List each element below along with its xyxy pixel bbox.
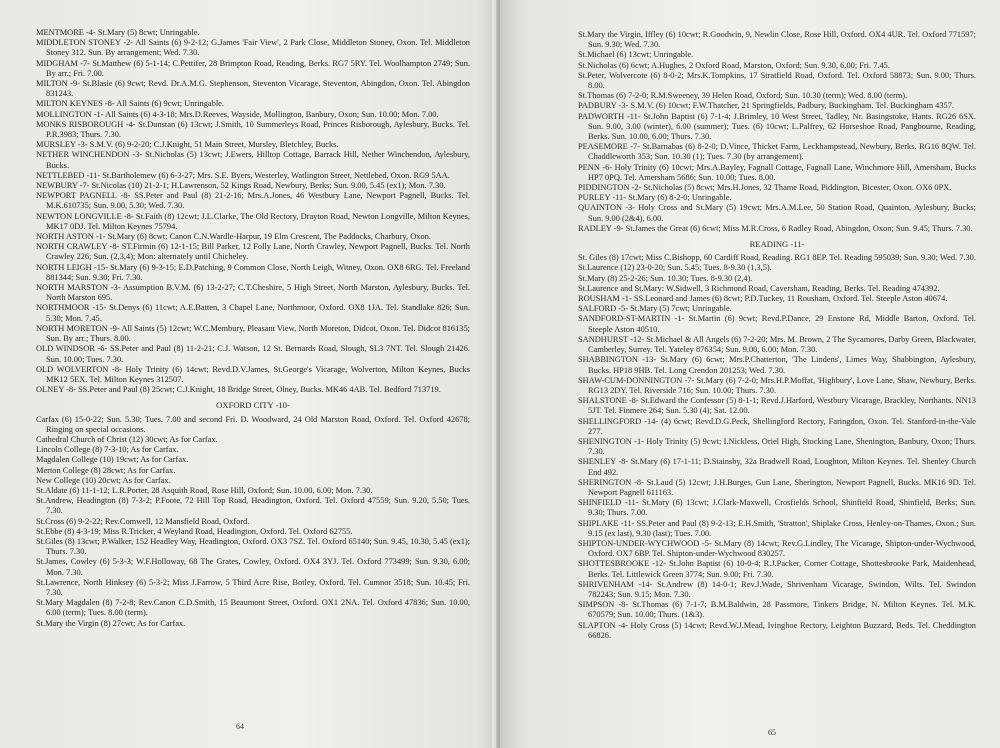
directory-entry: MILTON -9- St.Blasie (6) 9cwt; Revd. Dr.A.M.G. Stephenson, Steventon Vicarage, Steventon, Abingdon, Oxon. Tel. Abingdon 831243. — [36, 79, 470, 99]
right-entries-group-b — [578, 253, 976, 641]
directory-entry: NETHER WINCHENDON -3- St.Nicholas (5) 13cwt; J.Ewers, Hilltop Cottage, Barrack Hill, Nether Winchendon, Aylesbury, Bucks. — [36, 150, 470, 170]
directory-entry: St.Mary the Virgin (8) 27cwt; As for Carfax. — [36, 618, 186, 628]
page-number-right: 65 — [768, 728, 776, 737]
directory-entry: QUAINTON -3- Holy Cross and St.Mary (5) 19cwt; Mrs.A.M.Lee, 50 Station Road, Quainton, Aylesbury, Bucks; Sun. 9.00 (2&4), 6.00. — [578, 203, 976, 223]
directory-entry: MONKS RISBOROUGH -4- St.Dunstan (6) 13cwt; J.Smith, 10 Summerleys Road, Princes Risborough, Aylesbury, Bucks. Tel. P.R.3983; Thurs. 7.30. — [36, 119, 470, 140]
directory-entry: St.Nicholas (6) 6cwt; A.Hughes, 2 Oxford Road, Marston, Oxford; Sun. 9.30, 6.00; Fri. 7.45. — [578, 60, 890, 70]
directory-entry: SHENINGTON -1- Holy Trinity (5) 9cwt; I.Nickless, Oriel High, Stocking Lane, Shenington, Banbury, Oxon; Thurs. 7.30. — [578, 436, 976, 457]
directory-entry: SHRIVENHAM -14- St.Andrew (8) 14-0-1; Rev.J.Wade, Shrivenham Vicarage, Swindon, Wilts. Tel. Swindon 782243; Sun. 9.15; Mon. 7.30. — [578, 579, 976, 599]
directory-entry: St.Thomas (6) 7-2-0; R.M.Sweeney, 39 Helen Road, Oxford; Sun. 10.30 (term); Wed. 8.00 (term). — [578, 91, 908, 101]
right-entries-group-a — [578, 30, 976, 234]
directory-entry: St.Andrew, Headington (8) 7-3-2; P.Foote, 72 Hill Top Road, Headington, Oxford. Tel. Oxford 47559; Sun. 9.20, 5.50; Tues. 7.30. — [36, 496, 470, 516]
directory-entry: NETTLEBED -11- St.Bartholemew (6) 6-3-27; Mrs. S.E. Byers, Westerley, Watlington Street, Nettlebed, Oxon. RG9 5AA. — [36, 170, 450, 180]
directory-entry: SIMPSON -8- St.Thomas (6) 7-1-7; B.M.Baldwin, 28 Passmore, Tinkers Bridge, N. Milton Keynes. Tel. M.K. 670579; Sun. 10.00; Thurs. (1&3). — [578, 600, 976, 620]
directory-entry: SLAPTON -4- Holy Cross (5) 14cwt; Revd.W.J.Mead, Ivinghoe Rectory, Leighton Buzzard, Beds. Tel. Cheddington 66826. — [578, 620, 976, 640]
directory-entry: OLD WINDSOR -6- SS.Peter and Paul (8) 11-2-21; C.J. Watson, 12 St. Bernards Road, Slough, SL3 7NT. Tel. Slough 21426. Sun. 10.00; Tues. 7.30. — [36, 344, 470, 364]
directory-entry: St.Mary the Virgin, Iffley (6) 10cwt; R.Goodwin, 9, Newlin Close, Rose Hill, Oxford. OX4 4UR. Tel. Oxford 771597; Sun. 9.30; Wed. 7.30. — [578, 30, 976, 50]
directory-entry: OLNEY -8- SS.Peter and Paul (8) 25cwt; C.J.Knight, 18 Bridge Street, Olney, Bucks. MK46 4AB. Tel. Bedford 713719. — [36, 385, 441, 395]
directory-entry: St. Giles (8) 17cwt; Miss C.Bishopp, 60 Cardiff Road, Reading. RG1 8EP. Tel. Reading 595039; Sun. 9.30; Wed. 7.30. — [578, 253, 976, 263]
directory-entry: PADBURY -3- S.M.V. (6) 10cwt; F.W.Thatcher, 21 Springfields, Padbury, Buckingham. Tel. Buckingham 4357. — [578, 101, 955, 111]
directory-entry: NEWTON LONGVILLE -8- St.Faith (8) 12cwt; J.L.Clarke, The Old Rectory, Drayton Road, Newton Longville, Milton Keynes, MK17 0DJ. Tel. Milton Keynes 75794. — [36, 211, 470, 231]
directory-entry: NORTH MARSTON -3- Assumption B.V.M. (6) 13-2-27; C.T.Cheshire, 5 High Street, North Marston, Aylesbury, Bucks. Tel. North Marston 695. — [36, 283, 470, 303]
section-heading-reading: READING -11- — [749, 239, 805, 250]
directory-entry: SANDHURST -12- St.Michael & All Angels (6) 7-2-20; Mrs. M. Brown, 2 The Sycamores, Darby Green, Blackwater, Camberley, Surrey. Tel. Yateley 876354; Sun. 9.00, 6.00; Mon. 7.30. — [578, 334, 976, 355]
directory-entry: St.Ebbe (8) 4-3-19; Miss R.Tricker, 4 Weyland Road, Headington, Oxford. Tel. Oxford 62755. — [36, 526, 353, 536]
directory-entry: SALFORD -5- St.Mary (5) 7cwt; Unringable. — [578, 304, 732, 314]
directory-entry: MIDDLETON STONEY -2- All Saints (6) 9-2-12; G.James 'Fair View', 2 Park Close, Middleton Stoney, Oxon. Tel. Middleton Stoney 312. Sun. By arrangement; Wed. 7.30. — [36, 38, 470, 58]
directory-entry: SHOTTESBROOKE -12- St.John Baptist (6) 10-0-4; R.J.Packer, Corner Cottage, Shottesbrooke Park, Maidenhead, Berks. Tel. Littlewick Green 3774; Sun. 9.00; Fri. 7.30. — [578, 559, 976, 579]
directory-entry: ROUSHAM -1- SS.Leonard and James (6) 8cwt; P.D.Tuckey, 11 Rousham, Oxford. Tel. Steeple Aston 40674. — [578, 294, 948, 304]
directory-entry: NEWBURY -7- St.Nicolas (10) 21-2-1; H.Lawrenson, 52 Kings Road, Newbury, Berks; Sun. 9.00, 5.45 (ex1); Mon. 7.30. — [36, 181, 446, 191]
directory-entry: Magdalen College (10) 19cwt; As for Carfax. — [36, 455, 189, 465]
directory-entry: NORTHMOOR -15- St.Denys (6) 11cwt; A.E.Batten, 3 Chapel Lane, Northmoor, Oxford. OX8 1JA. Tel. Standlake 826; Sun. 5.30; Mon. 7.45. — [36, 303, 470, 323]
directory-entry: SHALSTONE -8- St.Edward the Confessor (5) 8-1-1; Revd.J.Harford, Westbury Vicarage, Brackley, Northants. NN13 5JT. Tel. Finmere 264; Sun. 5.30 (4); Sat. 12.00. — [578, 396, 976, 416]
directory-entry: MILTON KEYNES -8- All Saints (6) 9cwt; Unringable. — [36, 99, 224, 109]
directory-entry: PADWORTH -11- St.John Baptist (6) 7-1-4; J.Brimley, 10 West Street, Tadley, Nr. Basingstoke, Hants. RG26 6SX. Sun. 9.00, 3.00 (winter), 6.00 (summer); Tues. (6) 10cwt; L.Palfrey, 62 Horseshoe Road, Pangbourne, Reading, Berks. Sun. 10.00, 6.00; Thurs. 7.30. — [578, 111, 976, 142]
directory-entry: MIDGHAM -7- St.Matthew (6) 5-1-14; C.Pettifer, 28 Brimpton Road, Reading, Berks. RG7 5RY. Tel. Woolhampton 2749; Sun. By arr.; Fri. 7.00. — [36, 58, 470, 78]
left-page — [0, 0, 498, 748]
left-entries-group-a — [36, 28, 470, 395]
directory-entry: New College (10) 20cwt; As for Carfax. — [36, 475, 171, 485]
directory-entry: NEWPORT PAGNELL -8- SS.Peter and Paul (8) 21-2-16; Mrs.A.Jones, 46 Westbury Lane, Newport Pagnell, Bucks. Tel. M.K.610735; Sun. 9.00, 5.30; Wed. 7.30. — [36, 191, 470, 211]
directory-entry: SANDFORD-ST-MARTIN -1- St.Martin (6) 9cwt; Revd.P.Dance, 29 Enstone Rd, Middle Barton, Oxford. Tel. Steeple Aston 40510. — [578, 314, 976, 334]
directory-entry: St.Aldate (6) 11-1-12; L.R.Porter, 28 Asquith Road, Rose Hill, Oxford; Sun. 10.00, 6.00; Mon. 7.30. — [36, 485, 373, 495]
section-heading-oxford-city: OXFORD CITY -10- — [216, 400, 290, 411]
directory-entry: Lincoln College (8) 7-3-10; As for Carfax. — [36, 445, 179, 455]
directory-entry: SHELLINGFORD -14- (4) 6cwt; Revd.D.G.Peck, Shellingford Rectory, Faringdon, Oxon. Tel. Stanford-in-the-Vale 277. — [578, 416, 976, 436]
directory-entry: St.James, Cowley (6) 5-3-3; W.F.Holloway, 68 The Grates, Cowley, Oxford. OX4 3YJ. Tel. Oxford 773499; Sun. 9.30, 6.00; Mon. 7.30. — [36, 557, 470, 577]
directory-entry: SHERINGTON -8- St.Laud (5) 12cwt; J.H.Burges, Gun Lane, Sherington, Newport Pagnell, Bucks. MK16 9D. Tel. Newport Pagnell 611163. — [578, 477, 976, 497]
directory-entry: SHIPLAKE -11- SS.Peter and Paul (8) 9-2-13; E.H.Smith, 'Stratton', Shiplake Cross, Henley-on-Thames, Oxon.; Sun. 9.15 (ex last), 9.30 (last); Tues. 7.00. — [578, 518, 976, 538]
directory-entry: SHENLEY -8- St.Mary (6) 17-1-11; D.Stainsby, 32a Bradwell Road, Loughton, Milton Keynes. Tel. Shenley Church End 492. — [578, 457, 976, 477]
directory-entry: St.Michael (6) 13cwt; Unringable. — [578, 50, 694, 60]
directory-entry: Carfax (6) 15-0-22; Sun. 5.30; Tues. 7.00 and second Fri. D. Woodward, 24 Old Marston Road, Oxford. Tel. Oxford 42678; Ringing on special occasions. — [36, 414, 470, 434]
directory-entry: PENN -6- Holy Trinity (6) 10cwt; Mrs.A.Bayley, Fagnall Cottage, Fagnall Lane, Winchmore Hill, Amersham, Bucks HP7 0PQ. Tel. Amersham 5686; Sun. 10.00; Tues. 8.00. — [578, 162, 976, 182]
directory-entry: MOLLINGTON -1- All Saints (6) 4-3-18; Mrs.D.Reeves, Wayside, Mollington, Banbury, Oxon; Sun. 10.00; Mon. 7.00. — [36, 109, 439, 119]
directory-entry: MURSLEY -3- S.M.V. (6) 9-2-20; C.J.Knight, 51 Main Street, Mursley, Bletchley, Bucks. — [36, 140, 339, 150]
right-page-text — [578, 30, 976, 641]
directory-entry: Cathedral Church of Christ (12) 30cwt; As for Carfax. — [36, 434, 218, 444]
directory-entry: NORTH MORETON -9- All Saints (5) 12cwt; W.C.Membury, Pleasant View, North Moreton, Didcot, Oxon. Tel. Didcot 816135; Sun. By arr.; Thurs. 8.00. — [36, 323, 470, 344]
directory-entry: NORTH ASTON -1- St.Mary (6) 8cwt; Canon C.N.Wardle-Harpur, 19 Elm Crescent, The Paddocks, Charbury, Oxon. — [36, 232, 431, 242]
directory-entry: SHIPTON-UNDER-WYCHWOOD -5- St.Mary (8) 14cwt; Rev.G.Lindley, The Vicarage, Shipton-under-Wychwood, Oxford. OX7 6BP. Tel. Shipton-under-Wychwood 830257. — [578, 538, 976, 559]
directory-entry: St.Peter, Wolvercote (6) 8-0-2; Mrs.K.Tompkins, 17 Stratfield Road, Oxford. Tel. Oxford 58873; Sun. 9.00; Thurs. 8.00. — [578, 70, 976, 91]
directory-entry: St.Mary Magdalen (8) 7-2-8; Rev.Canon C.D.Smith, 15 Beaumont Street, Oxford. OX1 2NA. Tel. Oxford 47836; Sun. 10.00, 6.00 (term); Tues. 8.00 (term). — [36, 598, 470, 618]
directory-entry: St.Mary (8) 25-2-26; Sun. 10.30; Tues. 8-9.30 (2,4). — [578, 273, 753, 283]
left-page-text — [36, 28, 470, 629]
directory-entry: RADLEY -9- St.James the Great (6) 6cwt; Miss M.R.Cross, 6 Radley Road, Abingdon, Oxon; Sun. 9.45; Thurs. 7.30. — [578, 223, 973, 233]
directory-entry: PEASEMORE -7- St.Barnabas (6) 8-2-0; D.Vince, Thicket Farm, Leckhampstead, Newbury, Berks. RG16 8QW. Tel. Chaddleworth 353; Sun. 10.30 (1); Tues. 7.30 (by arrangement). — [578, 142, 976, 162]
page-number-left: 64 — [236, 722, 244, 731]
directory-entry: SHINFIELD -11- St.Mary (6) 13cwt; J.Clark-Maxwell, Crosfields School, Shinfield Road, Shinfield, Berks; Sun. 9.30; Thurs. 7.00. — [578, 498, 976, 518]
directory-entry: St.Giles (8) 13cwt; P.Walker, 152 Headley Way, Headington, Oxford. OX3 7SZ. Tel. Oxford 65140; Sun. 9.45, 10.30, 5.45 (ex1); Thurs. 7.30. — [36, 536, 470, 557]
directory-entry: St.Laurence and St.Mary: W.Sidwell, 3 Richmond Road, Caversham, Reading, Berks. Tel. Reading 474392. — [578, 283, 940, 293]
directory-entry: MENTMORE -4- St.Mary (5) 8cwt; Unringable. — [36, 28, 200, 37]
directory-entry: PIDDINGTON -2- St.Nicholas (5) 8cwt; Mrs.H.Jones, 32 Thame Road, Piddington, Bicester, Oxon. OX6 0PX. — [578, 183, 952, 193]
directory-entry: NORTH LEIGH -15- St.Mary (6) 9-3-15; E.D.Patching, 9 Common Close, North Leigh, Witney, Oxon. OX8 6RG. Tel. Freeland 881344; Sun. 9.30; Fri. 7.30. — [36, 262, 470, 282]
right-page — [500, 0, 1000, 748]
directory-entry: St.Cross (6) 9-2-22; Rev.Comwell, 12 Mansfield Road, Oxford. — [36, 516, 250, 526]
directory-entry: PURLEY -11- St.Mary (6) 8-2-0; Unringable. — [578, 193, 732, 203]
directory-entry: NORTH CRAWLEY -8- ST.Firmin (6) 12-1-15; Bill Parker, 12 Folly Lane, North Crawley, Newport Pagnell, Bucks. Tel. North Crawley 226; Sun. (2,3,4); Mon: alternately until Chicheley. — [36, 242, 470, 262]
directory-entry: St.Laurence (12) 23-0-20; Sun. 5.45; Tues. 8-9.30 (1,3,5). — [578, 263, 772, 273]
directory-entry: St.Lawrence, North Hinksey (6) 5-3-2; Miss J.Farrow, 5 Third Acre Rise, Botley, Oxford. Tel. Cumnor 3518; Sun. 10.45; Fri. 7.30. — [36, 577, 470, 597]
directory-entry: Merton College (8) 28cwt; As for Carfax. — [36, 465, 176, 475]
directory-entry: SHAW-CUM-DONNINGTON -7- St.Mary (6) 7-2-0; Mrs.H.P.Moffat, 'Highbury', Love Lane, Shaw, Newbury, Berks. RG13 2DY. Tel. Riverside 716; Sun. 10.00; Thurs. 7.30. — [578, 375, 976, 395]
directory-entry: OLD WOLVERTON -8- Holy Trinity (6) 14cwt; Revd.D.V.James, St.George's Vicarage, Wolverton, Milton Keynes, Bucks MK12 5EX. Tel. Milton Keynes 312507. — [36, 364, 470, 384]
left-entries-group-b — [36, 415, 470, 629]
directory-entry: SHABBINGTON -13- St.Mary (6) 6cwt; Mrs.P.Chatterton, 'The Lindens', Limes Way, Shabbington, Aylesbury, Bucks. HP18 9HB. Tel. Long Crendon 201253; Wed. 7.30. — [578, 355, 976, 375]
